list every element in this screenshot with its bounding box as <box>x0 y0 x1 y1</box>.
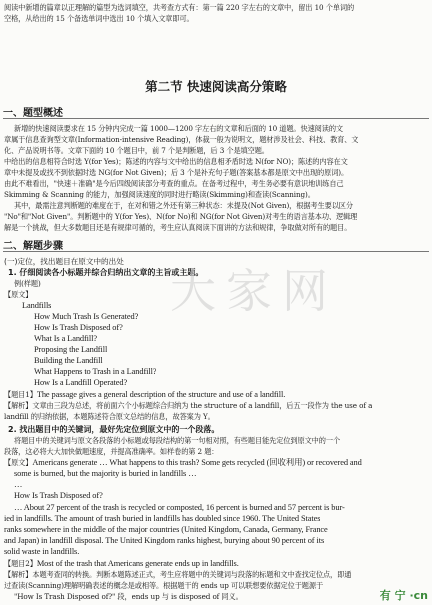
analysis-1-text: 文章由三段为总述，将前面六个小标题综合归纳为 the structure of a landfill，后五一段作为 the use of a <box>32 401 373 410</box>
outline-item: Proposing the Landfill <box>34 345 108 354</box>
source-2-label: 【原文】 <box>4 458 33 467</box>
analysis-1-label: 【解析】 <box>4 401 33 410</box>
question-1-text: The passage gives a general description of the structure and use of a landfill. <box>36 390 286 399</box>
outline-item: What Happens to Trash in a Landfill? <box>34 367 157 376</box>
overview-line: 其中，最需注意判断题的难度在于，在对和错之外还有第三种状态：未提及(Not Given)，根据考生要以区分 <box>14 201 353 210</box>
question-1 <box>4 390 285 399</box>
question-1-label: 【题目1】 <box>4 390 37 399</box>
overview-line: 章中未提及或找不到依据时选 NG(for Not Given)；后 3 个是补充句子题(答案基本都是原文中出现的原词)。 <box>4 168 349 177</box>
intro-line-1: 阅读中新增的篇章以正理解的篇型为选词填空，共考查方式有：第一篇 220 字左右的文章中，留出 10 个单词的 <box>4 3 355 12</box>
heading-rule-overview <box>3 118 429 119</box>
question-2 <box>4 559 239 568</box>
overview-line: 章属于信息查询型文章(Information-intensive Reading)，体裁一般为说明文，题材涉及社会、科技、教育、文 <box>4 135 359 144</box>
outline-item: How Much Trash Is Generated? <box>34 312 139 321</box>
overview-line: 新增的快速阅读要求在 15 分钟内完成一篇 1000—1200 字左右的文章和后面的 10 道题。快速阅读的文 <box>14 124 344 133</box>
source-2-line: … About 27 percent of the trash is recycled or composted, 16 percent is burned and 57 percent is bur- <box>14 503 345 512</box>
step-2-line: 将题目中的关键词与原文各段落的小标题或每段结构的第一句相对照，有些题目能先定位到原文中的一个 <box>14 436 341 445</box>
overview-line: 由此不难看出，"快速＋准确"是今后四级阅读部分考查的重点。在备考过程中，考生务必要有意识地训练自己 <box>4 179 344 188</box>
question-2-label: 【题目2】 <box>4 559 37 568</box>
site-logo: 有 宁 ·cn <box>379 589 428 602</box>
step-1-title: 1. 仔细阅读各小标题并综合归纳出文章的主旨或主题。 <box>8 268 204 277</box>
overview-line: 化、产品说明书等。文章下面的 10 个题目中，前 7 个是判断题，后 3 个是填空题。 <box>4 146 269 155</box>
outline-item: How Is a Landfill Operated? <box>34 378 128 387</box>
heading-rule-steps <box>3 251 429 252</box>
outline-item: How Is Trash Disposed of? <box>34 323 123 332</box>
heading-steps: 二、解题步骤 <box>3 241 63 252</box>
analysis-2-line: 过查读(Scanning)理解明确表述的概念是或相等。根据题干的 ends up 可以联想要依据定位于题源于 <box>4 581 324 590</box>
source-2-line: and Japan) in landfill disposal. The United Kingdom ranks highest, burying about 90 percent of its <box>4 536 325 545</box>
analysis-1-line: landfill 的归纳依据，本题陈述符合原文总结的信息，故答案为 Y。 <box>4 412 215 421</box>
analysis-1-line <box>4 401 372 410</box>
source-2-line: How Is Trash Disposed of? <box>14 491 103 500</box>
source-2-line <box>4 458 362 467</box>
source-2-line: ranks somewhere in the middle of the major countries (United Kingdom, Canada, Germany, France <box>4 525 328 534</box>
step-one-heading: (一)定位，找出题目在原文中的出处 <box>4 257 124 266</box>
source-2-line: … <box>14 480 23 489</box>
source-2-text: Americans generate … What happens to this trash? Some gets recycled (回收利用) or recovered and <box>32 458 362 467</box>
outline-item: Landfills <box>22 301 52 310</box>
question-2-text: Most of the trash that Americans generate ends up in landfills. <box>36 559 239 568</box>
step-2-title: 2. 找出题目中的关键词，最好先定位到原文中的一个段落。 <box>8 425 220 434</box>
watermark: 大家网 <box>170 264 338 318</box>
source-2-line: some is burned, but the majority is buried in landfills … <box>14 469 197 478</box>
source-label: 【原文】 <box>4 290 33 299</box>
outline-item: Building the Landfill <box>34 356 103 365</box>
section-title: 第二节 快速阅读高分策略 <box>145 79 287 94</box>
outline-item: What Is a Landfill? <box>34 334 97 343</box>
analysis-2-line: "How Is Trash Disposed of?" 段，ends up 与 is disposed of 同义。 <box>14 592 243 601</box>
source-2-line: solid waste in landfills. <box>4 547 80 556</box>
source-2-line: ied in landfills. The amount of trash buried in landfills has doubled since 1960. The United States <box>4 514 321 523</box>
overview-line: Skimming & Scanning 的能力，加强阅读速度的同时进行略读(Skimming)和查读(Scanning)。 <box>4 190 315 199</box>
overview-line: 解是一个挑战，但大多数题目还是有规律可循的，考生应认真阅读下面讲的方法和规律，争取做对所有的题目。 <box>4 223 352 232</box>
overview-line: 中给出的信息相符合时选 Y(for Yes)；陈述的内容与文中给出的信息相矛盾时选 N(for NO)；陈述的内容在文 <box>4 157 348 166</box>
step-2-line: 段落，这必将大大加快做题速度，并提高准确率。如样卷的第 2 题： <box>4 447 219 456</box>
heading-overview: 一、题型概述 <box>3 108 63 119</box>
analysis-2-line: 【解析】本题考查同的转换。判断本题陈述正式，考生应将题中的关键词与段落的标题和文中查找定位点，即通 <box>4 570 352 579</box>
overview-line: "No"和"Not Given"。判断题中的 Y(for Yes)、N(for No)和 NG(for Not Given)对考生的语言基本功、逻辑理 <box>4 212 358 221</box>
example-label: 例(样题) <box>14 279 41 288</box>
intro-line-2: 空格，从给出的 15 个备选单词中选出 10 个填入文章即可。 <box>4 14 194 23</box>
